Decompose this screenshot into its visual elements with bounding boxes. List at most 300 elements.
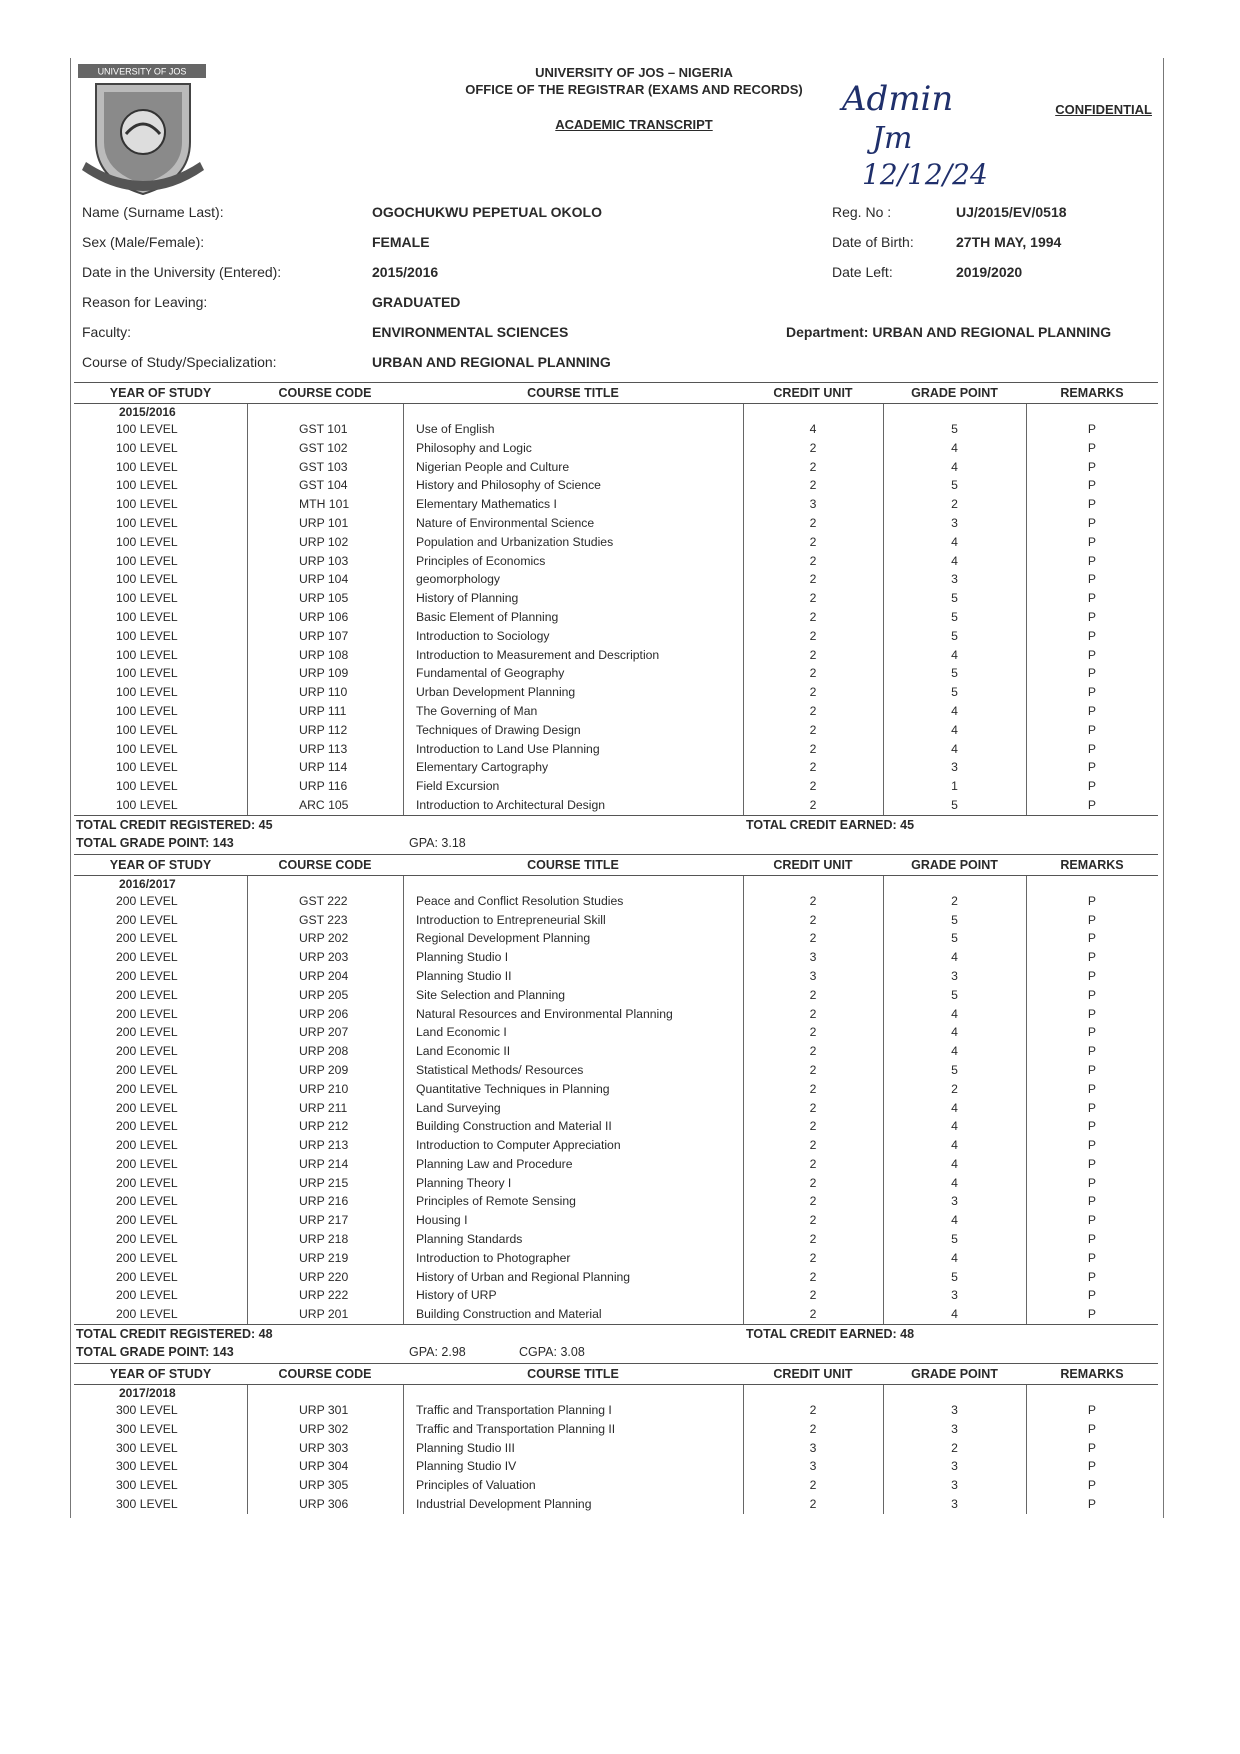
cell-remarks: P — [1087, 553, 1097, 568]
cell-remarks: P — [1087, 1288, 1097, 1303]
cell-level: 200 LEVEL — [116, 893, 178, 908]
cell-credit-unit: 2 — [809, 1156, 817, 1171]
cell-grade-point: 4 — [951, 703, 958, 718]
cell-course-title: Statistical Methods/ Resources — [416, 1062, 584, 1077]
cell-course-title: History of URP — [416, 1288, 497, 1303]
cell-grade-point: 4 — [951, 950, 958, 965]
cell-course-title: Building Construction and Material II — [416, 1119, 612, 1134]
cell-course-code: URP 301 — [299, 1403, 349, 1418]
cell-remarks: P — [1087, 703, 1097, 718]
cell-course-code: URP 114 — [299, 760, 348, 775]
table-row — [74, 608, 1158, 627]
col-year-of-study: YEAR OF STUDY — [109, 386, 212, 400]
cell-level: 200 LEVEL — [116, 950, 178, 965]
col-remarks: REMARKS — [1060, 857, 1124, 872]
cell-course-title: Nigerian People and Culture — [416, 459, 570, 474]
cell-grade-point: 4 — [951, 1156, 958, 1171]
table-row — [74, 1420, 1158, 1439]
cell-level: 100 LEVEL — [116, 497, 178, 512]
col-credit-unit: CREDIT UNIT — [773, 1367, 853, 1382]
cell-credit-unit: 2 — [809, 647, 817, 662]
cell-course-title: Introduction to Measurement and Description — [416, 647, 660, 662]
cell-course-code: URP 103 — [299, 553, 349, 568]
table-row — [74, 552, 1158, 571]
cell-level: 100 LEVEL — [116, 741, 178, 756]
cell-course-title: Planning Studio IV — [416, 1459, 517, 1474]
cell-credit-unit: 2 — [809, 741, 817, 756]
cell-course-code: URP 222 — [299, 1288, 349, 1303]
cell-grade-point: 5 — [951, 422, 958, 436]
cell-grade-point: 4 — [951, 722, 958, 737]
cell-grade-point: 5 — [951, 1232, 958, 1247]
cell-credit-unit: 2 — [809, 1006, 817, 1021]
cell-remarks: P — [1087, 1307, 1097, 1322]
cell-course-title: Introduction to Computer Appreciation — [416, 1138, 621, 1153]
cell-course-code: GST 104 — [299, 478, 348, 493]
confidential-mark: CONFIDENTIAL — [1055, 102, 1152, 117]
cell-level: 200 LEVEL — [116, 1269, 178, 1284]
reason-label: Reason for Leaving: — [82, 294, 208, 310]
reg-no-label: Reg. No : — [832, 204, 892, 220]
cell-course-code: URP 305 — [299, 1478, 349, 1493]
cell-grade-point: 4 — [951, 1044, 958, 1059]
cell-course-code: URP 207 — [299, 1025, 349, 1040]
cell-remarks: P — [1087, 1081, 1097, 1096]
table-row — [74, 1476, 1158, 1495]
table-body — [74, 404, 1158, 815]
total-credit-earned: TOTAL CREDIT EARNED: 48 — [746, 1327, 915, 1342]
name-label: Name (Surname Last): — [82, 204, 224, 220]
cell-course-title: Housing I — [416, 1213, 468, 1228]
cell-remarks: P — [1087, 1421, 1097, 1436]
table-row — [74, 1286, 1158, 1305]
cell-remarks: P — [1087, 1269, 1097, 1284]
cell-grade-point: 3 — [951, 515, 958, 530]
table-row — [74, 967, 1158, 986]
cell-level: 200 LEVEL — [116, 1175, 178, 1190]
cell-credit-unit: 2 — [809, 1025, 817, 1040]
cell-course-title: Fundamental of Geography — [416, 666, 565, 681]
cell-grade-point: 4 — [951, 741, 958, 756]
cell-remarks: P — [1087, 760, 1097, 775]
cell-course-title: Introduction to Land Use Planning — [416, 741, 600, 756]
cell-credit-unit: 2 — [809, 628, 817, 643]
table-row — [74, 1155, 1158, 1174]
cell-course-title: Building Construction and Material — [416, 1307, 602, 1322]
cell-grade-point: 4 — [951, 1119, 958, 1134]
cell-course-code: URP 102 — [299, 534, 349, 549]
cell-grade-point: 4 — [951, 534, 958, 549]
entered-label: Date in the University (Entered): — [82, 264, 282, 280]
transcript-page — [74, 62, 1158, 1514]
cell-course-code: URP 116 — [299, 779, 348, 794]
table-row — [74, 1080, 1158, 1099]
col-course-title: COURSE TITLE — [527, 386, 619, 400]
cell-remarks: P — [1087, 685, 1097, 700]
cell-level: 200 LEVEL — [116, 1138, 178, 1153]
cell-course-title: Site Selection and Planning — [416, 987, 566, 1002]
cell-grade-point: 3 — [951, 572, 958, 587]
cell-grade-point: 4 — [951, 1175, 958, 1190]
cell-credit-unit: 2 — [809, 987, 817, 1002]
cell-course-title: Principles of Remote Sensing — [416, 1194, 576, 1209]
cell-level: 100 LEVEL — [116, 534, 178, 549]
svg-text:Admin: Admin — [842, 79, 954, 119]
cell-grade-point: 4 — [951, 1250, 958, 1265]
col-course-code: COURSE CODE — [278, 386, 372, 400]
cell-course-code: URP 217 — [299, 1213, 349, 1228]
cell-remarks: P — [1087, 1156, 1097, 1171]
cell-level: 200 LEVEL — [116, 1232, 178, 1247]
cell-course-title: Land Economic I — [416, 1025, 507, 1040]
course-label: Course of Study/Specialization: — [82, 354, 277, 370]
table-row — [74, 721, 1158, 740]
session-table — [74, 1363, 1158, 1514]
cell-course-title: Elementary Mathematics I — [416, 497, 557, 512]
table-row — [74, 1174, 1158, 1193]
cell-course-title: Introduction to Entrepreneurial Skill — [416, 912, 606, 927]
cell-course-code: ARC 105 — [299, 797, 349, 812]
cell-course-title: Peace and Conflict Resolution Studies — [416, 893, 624, 908]
cell-remarks: P — [1087, 591, 1097, 606]
cell-course-code: URP 105 — [299, 591, 349, 606]
cell-course-code: URP 215 — [299, 1175, 349, 1190]
cell-credit-unit: 2 — [809, 1119, 817, 1134]
table-header — [74, 855, 1158, 876]
cell-grade-point: 5 — [951, 931, 958, 946]
cell-grade-point: 4 — [951, 1138, 958, 1153]
cell-level: 300 LEVEL — [116, 1459, 178, 1474]
cell-remarks: P — [1087, 1006, 1097, 1021]
sex-label: Sex (Male/Female): — [82, 234, 205, 250]
column-divider — [247, 876, 248, 1324]
cell-credit-unit: 2 — [809, 1081, 817, 1096]
cell-course-code: URP 303 — [299, 1440, 349, 1455]
total-grade-point: TOTAL GRADE POINT: 143 — [76, 1345, 234, 1360]
table-row — [74, 570, 1158, 589]
cell-credit-unit: 2 — [809, 553, 817, 568]
cell-credit-unit: 2 — [809, 591, 817, 606]
table-row — [74, 702, 1158, 721]
cell-credit-unit: 2 — [809, 1175, 817, 1190]
cell-credit-unit: 3 — [809, 968, 817, 983]
cell-course-code: URP 113 — [299, 741, 348, 756]
cell-remarks: P — [1087, 741, 1097, 756]
col-grade-point: GRADE POINT — [911, 1367, 998, 1382]
cell-remarks: P — [1087, 422, 1097, 436]
cell-remarks: P — [1087, 1403, 1097, 1418]
cell-level: 200 LEVEL — [116, 1062, 178, 1077]
cell-course-code: URP 302 — [299, 1421, 349, 1436]
table-row — [74, 627, 1158, 646]
cell-level: 300 LEVEL — [116, 1497, 178, 1512]
cell-credit-unit: 2 — [809, 703, 817, 718]
total-grade-point: TOTAL GRADE POINT: 143 — [76, 835, 234, 850]
cell-level: 200 LEVEL — [116, 912, 178, 927]
cell-course-title: Elementary Cartography — [416, 760, 549, 775]
cell-level: 100 LEVEL — [116, 591, 178, 606]
cell-course-title: Land Surveying — [416, 1100, 501, 1115]
session-year: 2017/2018 — [119, 1386, 176, 1401]
cell-grade-point: 3 — [951, 1459, 958, 1474]
department-value: Department: URBAN AND REGIONAL PLANNING — [786, 324, 1112, 340]
registrar-office: OFFICE OF THE REGISTRAR (EXAMS AND RECORDS) — [465, 82, 803, 97]
col-remarks: REMARKS — [1060, 1367, 1124, 1382]
cell-grade-point: 3 — [951, 1194, 958, 1209]
cell-course-title: Principles of Valuation — [416, 1478, 536, 1493]
col-course-code: COURSE CODE — [278, 857, 372, 872]
transcript-header — [74, 62, 1158, 202]
table-row — [74, 664, 1158, 683]
cell-level: 200 LEVEL — [116, 968, 178, 983]
cell-level: 200 LEVEL — [116, 987, 178, 1002]
cell-level: 100 LEVEL — [116, 440, 178, 455]
cell-course-title: Natural Resources and Environmental Planning — [416, 1006, 673, 1021]
cell-level: 100 LEVEL — [116, 422, 178, 436]
crest-text: UNIVERSITY OF JOS — [97, 66, 187, 77]
cell-course-title: Planning Studio I — [416, 950, 509, 965]
cell-course-title: Traffic and Transportation Planning I — [416, 1403, 612, 1418]
cell-remarks: P — [1087, 515, 1097, 530]
cell-course-title: Planning Law and Procedure — [416, 1156, 573, 1171]
cell-grade-point: 5 — [951, 628, 958, 643]
session-summary — [74, 815, 1158, 854]
cell-course-code: URP 206 — [299, 1006, 349, 1021]
cell-course-code: URP 202 — [299, 931, 349, 946]
cell-credit-unit: 2 — [809, 572, 817, 587]
column-divider — [403, 876, 404, 1324]
dob-label: Date of Birth: — [832, 234, 914, 250]
cell-course-code: URP 106 — [299, 609, 349, 624]
cell-credit-unit: 2 — [809, 893, 817, 908]
cell-level: 100 LEVEL — [116, 779, 178, 794]
column-divider — [1026, 876, 1027, 1324]
cell-course-title: Planning Studio II — [416, 968, 512, 983]
session-cgpa: CGPA: 3.08 — [519, 1345, 585, 1360]
cell-remarks: P — [1087, 497, 1097, 512]
cell-remarks: P — [1087, 1044, 1097, 1059]
table-row — [74, 1117, 1158, 1136]
cell-grade-point: 4 — [951, 459, 958, 474]
cell-credit-unit: 2 — [809, 1478, 817, 1493]
cell-course-title: Introduction to Architectural Design — [416, 797, 606, 812]
cell-course-title: geomorphology — [416, 572, 501, 587]
cell-level: 100 LEVEL — [116, 609, 178, 624]
cell-grade-point: 2 — [951, 1440, 958, 1455]
cell-level: 100 LEVEL — [116, 703, 178, 718]
table-row — [74, 986, 1158, 1005]
cell-level: 100 LEVEL — [116, 553, 178, 568]
table-row — [74, 1401, 1158, 1420]
cell-course-code: URP 306 — [299, 1497, 349, 1512]
table-header — [74, 383, 1158, 404]
column-divider — [1026, 404, 1027, 815]
cell-course-title: Techniques of Drawing Design — [416, 722, 581, 737]
cell-level: 100 LEVEL — [116, 478, 178, 493]
column-divider — [883, 876, 884, 1324]
cell-credit-unit: 2 — [809, 1269, 817, 1284]
cell-course-title: Traffic and Transportation Planning II — [416, 1421, 616, 1436]
table-row — [74, 1439, 1158, 1458]
cell-level: 200 LEVEL — [116, 931, 178, 946]
cell-grade-point: 3 — [951, 1421, 958, 1436]
student-info — [74, 202, 1158, 382]
table-row — [74, 1249, 1158, 1268]
cell-course-code: URP 204 — [299, 968, 349, 983]
table-row — [74, 1099, 1158, 1118]
cell-level: 200 LEVEL — [116, 1100, 178, 1115]
table-row — [74, 1457, 1158, 1476]
cell-course-code: URP 101 — [299, 515, 349, 530]
cell-level: 200 LEVEL — [116, 1213, 178, 1228]
cell-credit-unit: 2 — [809, 609, 817, 624]
cell-remarks: P — [1087, 893, 1097, 908]
cell-grade-point: 2 — [951, 497, 958, 512]
cell-credit-unit: 2 — [809, 459, 817, 474]
cell-level: 100 LEVEL — [116, 722, 178, 737]
col-grade-point: GRADE POINT — [911, 386, 998, 400]
cell-course-code: GST 103 — [299, 459, 348, 474]
cell-grade-point: 4 — [951, 440, 958, 455]
cell-credit-unit: 2 — [809, 797, 817, 812]
session-summary — [74, 1324, 1158, 1363]
entered-value: 2015/2016 — [372, 264, 439, 280]
cell-course-title: Nature of Environmental Science — [416, 515, 595, 530]
cell-credit-unit: 2 — [809, 1403, 817, 1418]
table-row — [74, 758, 1158, 777]
cell-remarks: P — [1087, 666, 1097, 681]
cell-remarks: P — [1087, 459, 1097, 474]
cell-remarks: P — [1087, 1025, 1097, 1040]
cell-grade-point: 3 — [951, 968, 958, 983]
cell-grade-point: 3 — [951, 1497, 958, 1512]
cell-remarks: P — [1087, 1138, 1097, 1153]
cell-credit-unit: 2 — [809, 1307, 817, 1322]
cell-level: 100 LEVEL — [116, 797, 178, 812]
col-credit-unit: CREDIT UNIT — [773, 857, 853, 872]
cell-course-code: URP 108 — [299, 647, 349, 662]
cell-remarks: P — [1087, 1459, 1097, 1474]
cell-grade-point: 4 — [951, 1006, 958, 1021]
cell-level: 200 LEVEL — [116, 1307, 178, 1322]
table-row — [74, 1005, 1158, 1024]
cell-course-title: Industrial Development Planning — [416, 1497, 592, 1512]
cell-credit-unit: 2 — [809, 1497, 817, 1512]
cell-grade-point: 3 — [951, 1288, 958, 1303]
cell-course-title: History of Planning — [416, 591, 519, 606]
cell-credit-unit: 3 — [809, 1459, 817, 1474]
col-course-title: COURSE TITLE — [527, 1367, 619, 1382]
cell-grade-point: 5 — [951, 1269, 958, 1284]
col-credit-unit: CREDIT UNIT — [773, 386, 853, 400]
cell-course-code: URP 109 — [299, 666, 349, 681]
cell-remarks: P — [1087, 987, 1097, 1002]
cell-credit-unit: 3 — [809, 497, 817, 512]
cell-credit-unit: 2 — [809, 1213, 817, 1228]
cell-course-title: History and Philosophy of Science — [416, 478, 601, 493]
cell-course-code: URP 218 — [299, 1232, 349, 1247]
column-divider — [883, 404, 884, 815]
cell-course-code: URP 110 — [299, 685, 348, 700]
cell-grade-point: 5 — [951, 797, 958, 812]
cell-course-title: Quantitative Techniques in Planning — [416, 1081, 610, 1096]
cell-remarks: P — [1087, 1194, 1097, 1209]
table-row — [74, 1230, 1158, 1249]
column-divider — [247, 404, 248, 815]
cell-course-code: URP 212 — [299, 1119, 349, 1134]
cell-level: 200 LEVEL — [116, 1119, 178, 1134]
cell-course-title: Use of English — [416, 422, 495, 436]
cell-level: 200 LEVEL — [116, 1006, 178, 1021]
cell-level: 200 LEVEL — [116, 1044, 178, 1059]
cell-course-code: URP 220 — [299, 1269, 349, 1284]
cell-grade-point: 4 — [951, 647, 958, 662]
cell-credit-unit: 2 — [809, 1421, 817, 1436]
cell-remarks: P — [1087, 779, 1097, 794]
cell-remarks: P — [1087, 1478, 1097, 1493]
cell-remarks: P — [1087, 1232, 1097, 1247]
total-credit-earned: TOTAL CREDIT EARNED: 45 — [746, 817, 915, 832]
cell-credit-unit: 2 — [809, 931, 817, 946]
cell-level: 100 LEVEL — [116, 647, 178, 662]
column-divider — [403, 1385, 404, 1514]
cell-credit-unit: 2 — [809, 478, 817, 493]
cell-course-code: URP 111 — [299, 703, 347, 718]
column-divider — [743, 876, 744, 1324]
cell-course-title: Land Economic II — [416, 1044, 511, 1059]
cell-credit-unit: 2 — [809, 1062, 817, 1077]
cell-grade-point: 5 — [951, 1062, 958, 1077]
table-row — [74, 1268, 1158, 1287]
cell-remarks: P — [1087, 1175, 1097, 1190]
cell-credit-unit: 2 — [809, 760, 817, 775]
cell-remarks: P — [1087, 534, 1097, 549]
cell-course-code: URP 304 — [299, 1459, 349, 1474]
cell-level: 200 LEVEL — [116, 1025, 178, 1040]
cell-level: 100 LEVEL — [116, 515, 178, 530]
sex-value: FEMALE — [372, 234, 430, 250]
cell-remarks: P — [1087, 950, 1097, 965]
column-divider — [883, 1385, 884, 1514]
name-value: OGOCHUKWU PEPETUAL OKOLO — [372, 204, 602, 220]
cell-course-code: URP 104 — [299, 572, 349, 587]
cell-remarks: P — [1087, 722, 1097, 737]
cell-course-title: Introduction to Sociology — [416, 628, 550, 643]
table-row — [74, 1061, 1158, 1080]
cell-course-title: Basic Element of Planning — [416, 609, 559, 624]
table-row — [74, 1305, 1158, 1324]
cell-course-title: Population and Urbanization Studies — [416, 534, 614, 549]
cell-remarks: P — [1087, 1213, 1097, 1228]
cell-course-code: URP 210 — [299, 1081, 349, 1096]
cell-course-code: URP 112 — [299, 722, 348, 737]
session-year: 2015/2016 — [119, 405, 176, 419]
session-gpa: GPA: 2.98 — [409, 1345, 466, 1360]
cell-grade-point: 3 — [951, 1478, 958, 1493]
col-course-title: COURSE TITLE — [527, 857, 619, 872]
table-row — [74, 495, 1158, 514]
cell-grade-point: 4 — [951, 553, 958, 568]
cell-grade-point: 4 — [951, 1025, 958, 1040]
col-grade-point: GRADE POINT — [911, 857, 998, 872]
cell-level: 200 LEVEL — [116, 1288, 178, 1303]
cell-course-code: URP 208 — [299, 1044, 349, 1059]
cell-credit-unit: 2 — [809, 779, 817, 794]
cell-grade-point: 1 — [951, 779, 958, 794]
cell-credit-unit: 2 — [809, 1044, 817, 1059]
cell-course-code: URP 216 — [299, 1194, 349, 1209]
cell-course-code: GST 222 — [299, 893, 348, 908]
